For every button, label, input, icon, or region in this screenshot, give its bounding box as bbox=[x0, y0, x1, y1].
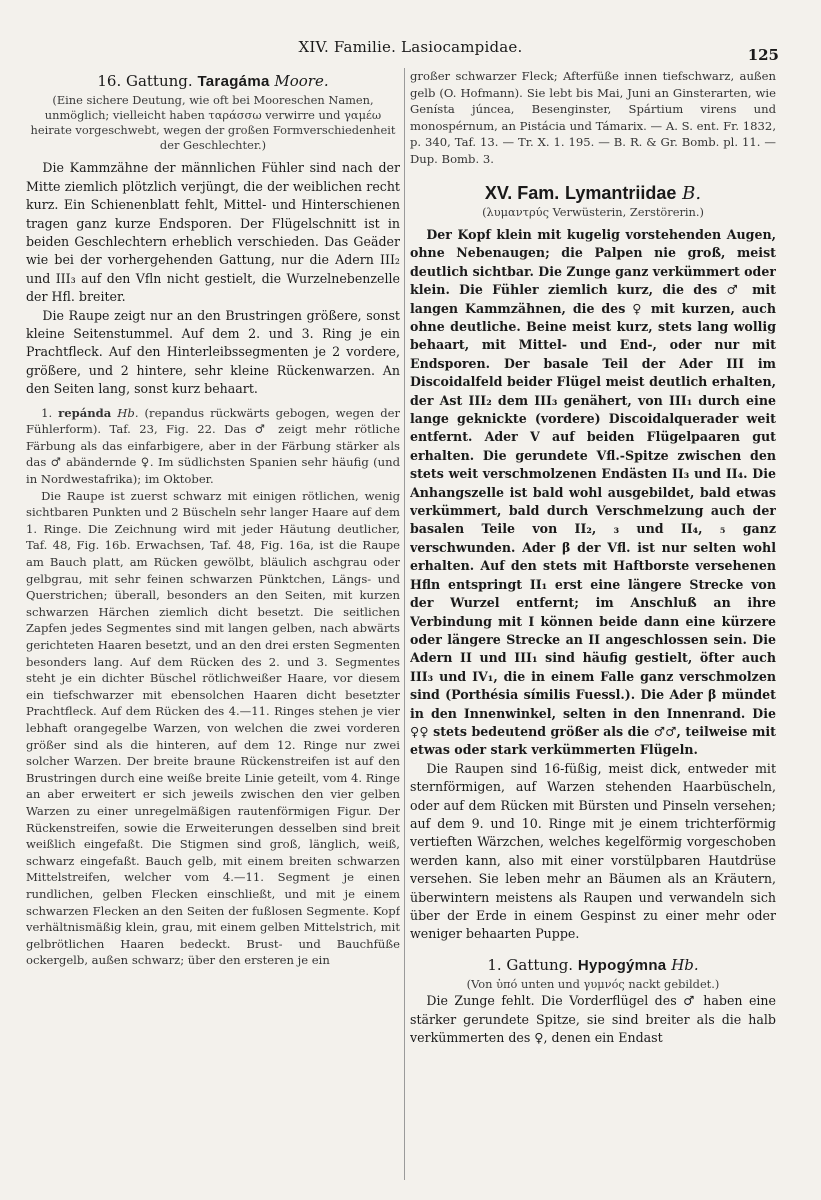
genus-heading bbox=[26, 72, 400, 91]
species-number: 1. bbox=[41, 405, 53, 420]
genus2-etymology: (Von ὑπό unten und γυμνός nackt gebildet.) bbox=[466, 977, 720, 992]
species-name: repánda bbox=[58, 405, 112, 420]
family-etymology: (λυμαντρύς Verwüsterin, Zerstörerin.) bbox=[482, 204, 704, 219]
genus-name: Taragáma bbox=[197, 73, 270, 90]
genus-description: Die Kammzähne der männlichen Fühler sind nach der Mitte ziemlich plötzlich verjüngt, die der weiblichen recht kurz. Ein Schienenblatt fehlt, Mittel- und Hinterschienen tragen ganz kurze Endsporen. Der Flügelschnitt ist in beiden Geschlechtern erheblich verschieden. Das Geäder wie bei der vorhergehenden Gattung, nur die Adern III₂ und III₃ auf den Vfln nicht gestielt, die Wurzelnebenzelle der Hfl. breiter. bbox=[26, 160, 400, 305]
right-column bbox=[410, 68, 776, 1190]
genus-number: 16. Gattung. bbox=[97, 72, 193, 90]
family-name: Lymantriidae bbox=[565, 182, 677, 203]
family-larva: Die Raupen sind 16-füßig, meist dick, entweder mit sternförmigen, auf Warzen stehenden Haarbüscheln, oder auf dem Rücken mit Bürsten und Pinseln versehen; auf dem 9. und 10. Ringe mit je einem trichterförmig vertieften Wärzchen, welches kegelförmig vorgeschoben werden kann, also mit einer vorstülpbaren Hautdrüse versehen. Sie leben mehr an Bäumen als an Kräutern, überwintern meistens als Raupen und verwandeln sich über der Erde in einem Gespinst zu einer mehr oder weniger behaarten Puppe. bbox=[410, 760, 776, 942]
left-column bbox=[26, 68, 400, 1190]
genus2-name: Hypogýmna bbox=[577, 956, 667, 974]
family-author: B. bbox=[682, 182, 702, 204]
larva-general: Die Raupe zeigt nur an den Brustringen größere, sonst kleine Seitenstummel. Auf dem 2. und 3. Ring je ein Prachtfleck. Auf den Hinterleibssegmenten je 2 vordere, größere, und 2 hintere, sehr kleine Rückenwarzen. An den Seiten lang, sonst kurz behaart. bbox=[26, 307, 400, 397]
family-description: Der Kopf klein mit kugelig vorstehenden Augen, ohne Nebenaugen; die Palpen nie groß, meist deutlich sichtbar. Die Zunge ganz verkümmert oder klein. Die Fühler ziemlich kurz, die des ♂ mit langen Kammzähnen, die des ♀ mit kurzen, auch ohne deutliche. Beine meist kurz, stets lang wollig behaart, mit Mittel- und End-, oder nur mit Endsporen. Der basale Teil der Ader III im Discoidalfeld beider Flügel meist deutlich erhalten, der Ast III₂ dem III₃ genähert, von III₁ durch eine lange geknickte (vordere) Discoidalquerader weit entfernt. Ader V auf beiden Flügelpaaren gut erhalten. Die gerundete Vfl.-Spitze zwischen den stets weit verschmolzenen Endästen II₃ und II₄. Die Anhangszelle ist bald wohl ausgebildet, bald etwas verkümmert, bald durch Verschmelzung auch der basalen Teile von II₂, ₃ und II₄, ₅ ganz verschwunden. Ader β der Vfl. ist nur selten wohl erhalten. Auf den stets mit Haftborste versehenen Hfln entspringt II₁ erst eine längere Strecke von der Wurzel entfernt; im Anschluß an ihre Verbindung mit I können beide dann eine kürzere oder längere Strecke an II angeschlossen sein. Die Adern II und III₁ sind häufig gestielt, öfter auch III₃ und IV₁, die in einem Falle ganz verschmolzen sind (Porthésia símilis Fuessl.). Die Ader β mündet in den Innenwinkel, selten in den Innenrand. Die ♀♀ stets bedeutend größer als die ♂♂, teilweise mit etwas oder stark verkümmerten Flügeln. bbox=[410, 226, 776, 758]
genus-author: Moore. bbox=[274, 72, 329, 90]
genus2-author: Hb. bbox=[671, 955, 699, 974]
genus2-description: Die Zunge fehlt. Die Vorderflügel des ♂ haben eine stärker gerundete Spitze, sie sind breiter als die halb verkümmerten des ♀, denen ein Endast bbox=[410, 993, 776, 1046]
species-description: (repandus rückwärts gebogen, wegen der Fühlerform). Taf. 23, Fig. 22. Das ♂ zeigt mehr rötliche Färbung als das einfarbigere, aber in der Färbung stärker als das ♂ abändernde ♀. Im südlichsten Spanien sehr häufig (und in Nordwestafrika); im Oktober. bbox=[26, 405, 400, 487]
page-number: 125 bbox=[747, 46, 779, 64]
continued-text: großer schwarzer Fleck; Afterfüße innen tiefschwarz, außen gelb (O. Hofmann). Sie lebt bis Mai, Juni an Ginsterarten, wie Genísta júncea, Besenginster, Spártium virens und monospérnum, an Pistácia und Támarix. — A. S. ent. Fr. 1832, p. 340, Taf. 13. — Tr. X. 1. 195. — B. R. & Gr. Bomb. pl. 11. — Dup. Bomb. 3. bbox=[410, 69, 776, 166]
genus-etymology: (Eine sichere Deutung, wie oft bei Mooreschen Namen, unmöglich; vielleicht haben ταράσσω verwirre und γαμέω heirate vorgeschwebt, wegen der großen Formverschiedenheit der Geschlechter.) bbox=[30, 93, 396, 153]
running-head: XIV. Familie. Lasiocampidae. bbox=[298, 38, 523, 56]
genus2-number: 1. Gattung. bbox=[487, 955, 574, 974]
column-divider bbox=[404, 68, 405, 1180]
genus2-heading bbox=[410, 956, 776, 975]
species-entry bbox=[26, 405, 400, 488]
family-heading bbox=[410, 184, 776, 203]
species-author: Hb. bbox=[117, 405, 139, 420]
family-number: XV. Fam. bbox=[484, 182, 560, 203]
species-larva: Die Raupe ist zuerst schwarz mit einigen rötlichen, wenig sichtbaren Punkten und 2 Büscheln sehr langer Haare auf dem 1. Ringe. Die Zeichnung wird mit jeder Häutung deutlicher, Taf. 48, Fig. 16b. Erwachsen, Taf. 48, Fig. 16a, ist die Raupe am Bauch platt, am Rücken gewölbt, bläulich aschgrau oder gelbgrau, mit sehr feinen schwarzen Pünktchen, Längs- und Querstrichen; überall, besonders an den Seiten, mit kurzen schwarzen Härchen ziemlich dicht besetzt. Die seitlichen Zapfen jedes Segmentes sind mit langen gelben, nach abwärts gerichteten Haaren besetzt, und an den drei ersten Segmenten besonders lang. Auf dem Rücken des 2. und 3. Segmentes steht je ein dichter Büschel rötlichweißer Haare, vor diesem ein tiefschwarzer mit ebensolchen Haaren dicht besetzter Prachtfleck. Auf dem Rücken des 4.—11. Ringes stehen je vier lebhaft orangegelbe Warzen, von welchen die zwei vorderen größer sind als die hinteren, auf dem 12. Ringe nur zwei solcher Warzen. Der breite braune Rückenstreifen ist auf den Brustringen durch eine weiße breite Linie geteilt, vom 4. Ringe an aber erweitert er sich jeweils zwischen den vier gelben Warzen zu einer unregelmäßigen rautenförmigen Figur. Der Rückenstreifen, sowie die Erweiterungen desselben sind breit weißlich eingefaßt. Die Stigmen sind groß, länglich, weiß, schwarz eingefaßt. Bauch gelb, mit einem breiten schwarzen Mittelstreifen, welcher vom 4.—11. Segment je einen rundlichen, gelben Flecken einschließt, und mit je einem schwarzen Flecken an den Seiten der fußlosen Segmente. Kopf verhältnismäßig klein, grau, mit einem gelben Mittelstrich, mit gelbrötlichen Haaren bedeckt. Brust- und Bauchfüße ockergelb, außen schwarz; über den ersteren je ein bbox=[26, 488, 400, 968]
